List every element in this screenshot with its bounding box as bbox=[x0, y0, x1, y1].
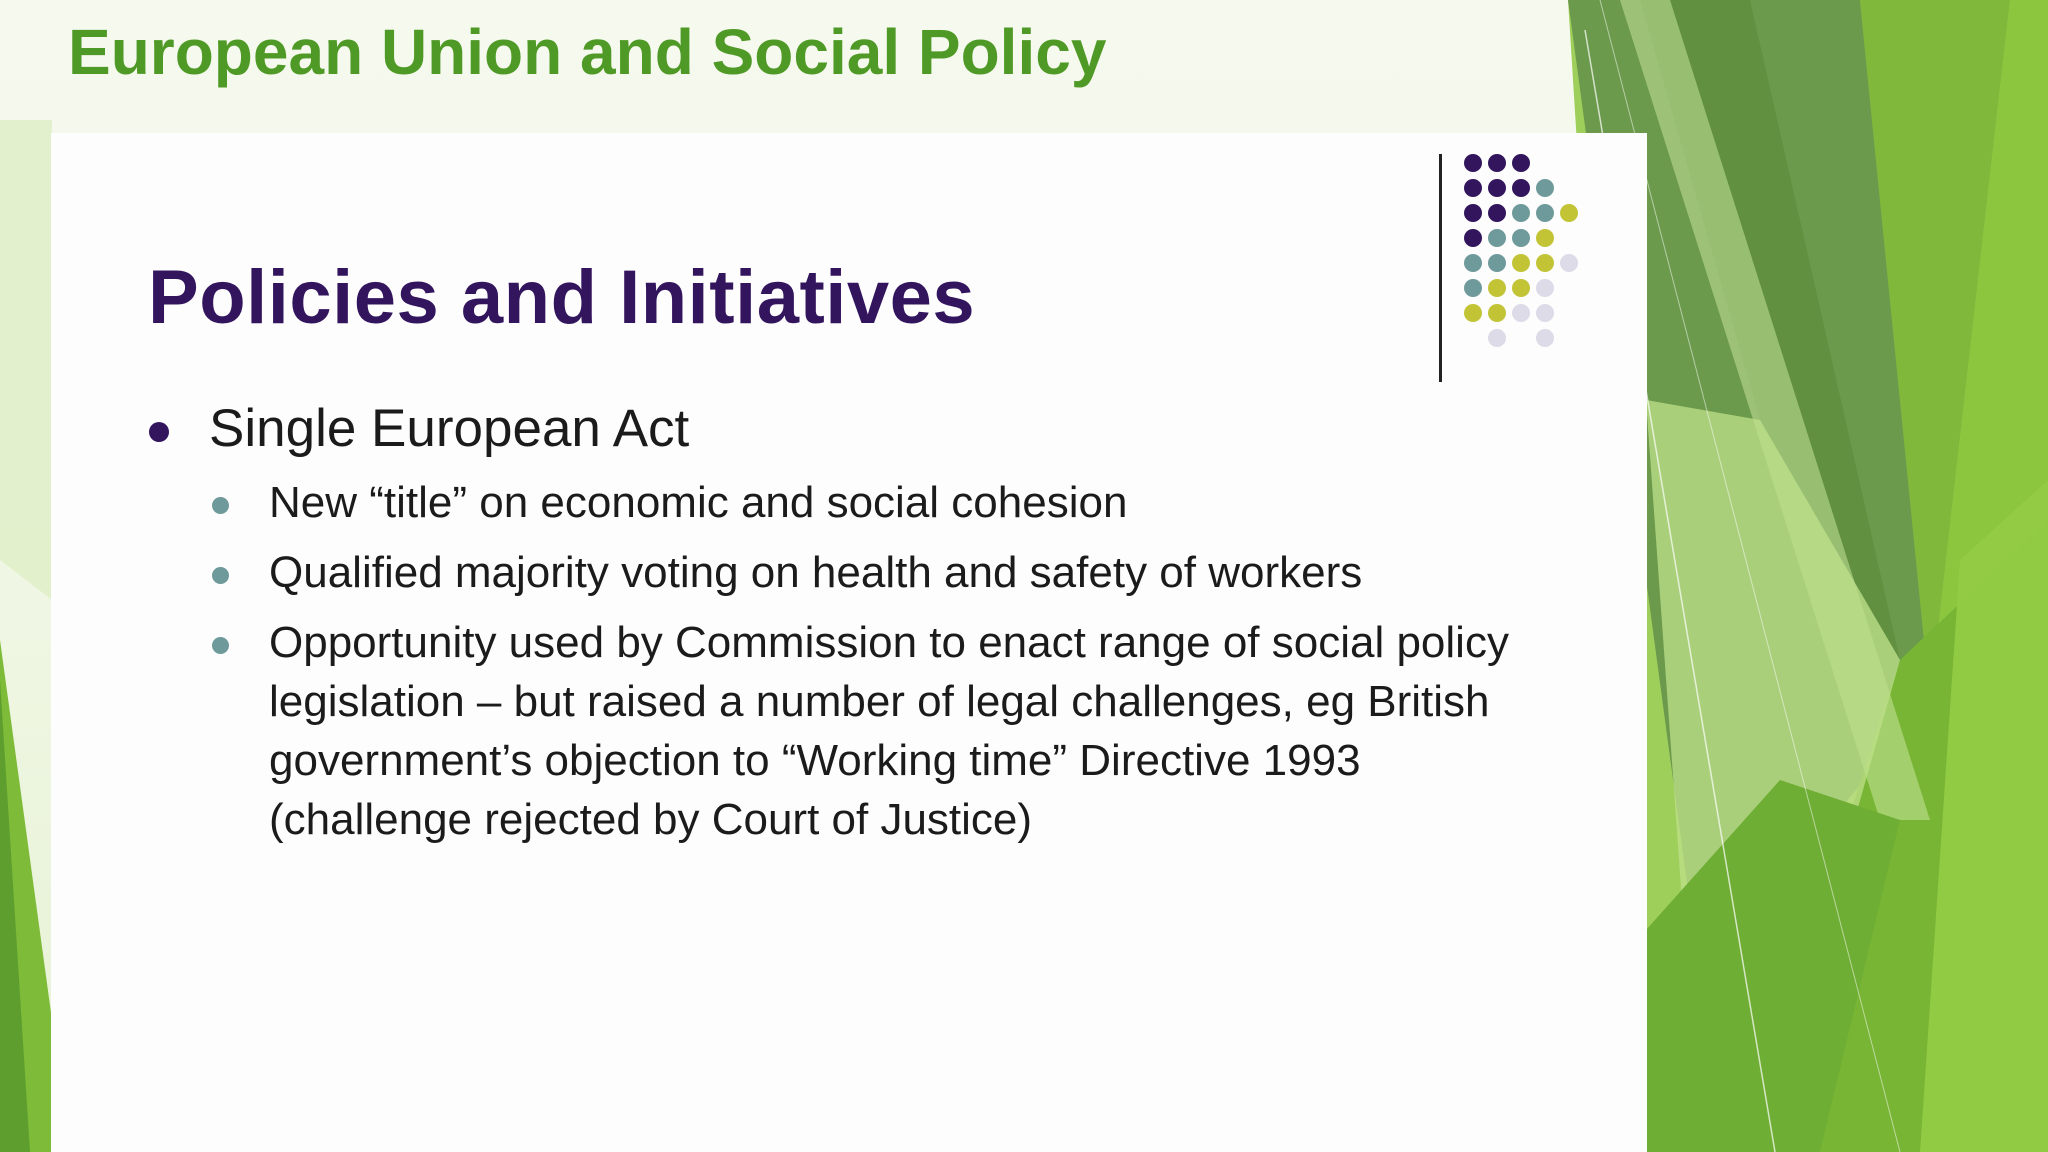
decor-dot bbox=[1488, 154, 1506, 172]
decor-dot bbox=[1464, 304, 1482, 322]
decor-dot bbox=[1464, 179, 1482, 197]
sub-bullet-list bbox=[209, 473, 1617, 849]
slide-title: Policies and Initiatives bbox=[148, 255, 976, 340]
decor-dot bbox=[1560, 204, 1578, 222]
bullet-list bbox=[147, 395, 1617, 860]
decor-dot bbox=[1488, 254, 1506, 272]
decor-dot bbox=[1536, 304, 1554, 322]
decor-dot bbox=[1536, 179, 1554, 197]
decor-dot bbox=[1464, 254, 1482, 272]
sub-bullet-text: Opportunity used by Commission to enact range of social policy legislation – but raised a number of legal challenges, eg British government’s objection to “Working time” Directive 1993 (challenge rejected by Court of Justice) bbox=[269, 618, 1509, 844]
sub-bullet-new-title bbox=[209, 473, 1539, 532]
decor-dot bbox=[1536, 254, 1554, 272]
decor-dot bbox=[1512, 204, 1530, 222]
decor-dot bbox=[1512, 279, 1530, 297]
sub-bullet-dot bbox=[212, 637, 229, 654]
sub-bullet-text: New “title” on economic and social cohesion bbox=[269, 478, 1128, 527]
decor-dot bbox=[1560, 254, 1578, 272]
sub-bullet-qualified-majority bbox=[209, 543, 1539, 602]
decor-dot bbox=[1464, 229, 1482, 247]
sub-bullet-dot bbox=[212, 497, 229, 514]
deck-title: European Union and Social Policy bbox=[68, 16, 1107, 88]
decor-dot bbox=[1488, 304, 1506, 322]
decor-dot bbox=[1488, 229, 1506, 247]
decor-dot bbox=[1488, 279, 1506, 297]
decor-dot bbox=[1512, 304, 1530, 322]
decor-dot bbox=[1488, 179, 1506, 197]
decor-dot bbox=[1536, 229, 1554, 247]
dot-grid-decoration bbox=[1461, 151, 1581, 391]
decor-dot bbox=[1464, 279, 1482, 297]
decor-dot bbox=[1512, 154, 1530, 172]
bullet-text: Single European Act bbox=[209, 399, 690, 458]
vertical-divider bbox=[1439, 154, 1442, 382]
decor-dot bbox=[1536, 329, 1554, 347]
sub-bullet-dot bbox=[212, 567, 229, 584]
bullet-dot bbox=[149, 422, 169, 442]
embedded-slide-image bbox=[51, 133, 1647, 1152]
decor-dot bbox=[1488, 329, 1506, 347]
decor-dot bbox=[1464, 154, 1482, 172]
decor-dot bbox=[1536, 204, 1554, 222]
decor-dot bbox=[1488, 204, 1506, 222]
decor-dot bbox=[1512, 179, 1530, 197]
bullet-single-european-act bbox=[147, 395, 1617, 849]
decor-dot bbox=[1464, 204, 1482, 222]
decor-dot bbox=[1512, 229, 1530, 247]
decor-dot bbox=[1512, 254, 1530, 272]
decor-dot bbox=[1536, 279, 1554, 297]
sub-bullet-commission-opportunity bbox=[209, 613, 1539, 849]
sub-bullet-text: Qualified majority voting on health and safety of workers bbox=[269, 548, 1363, 597]
